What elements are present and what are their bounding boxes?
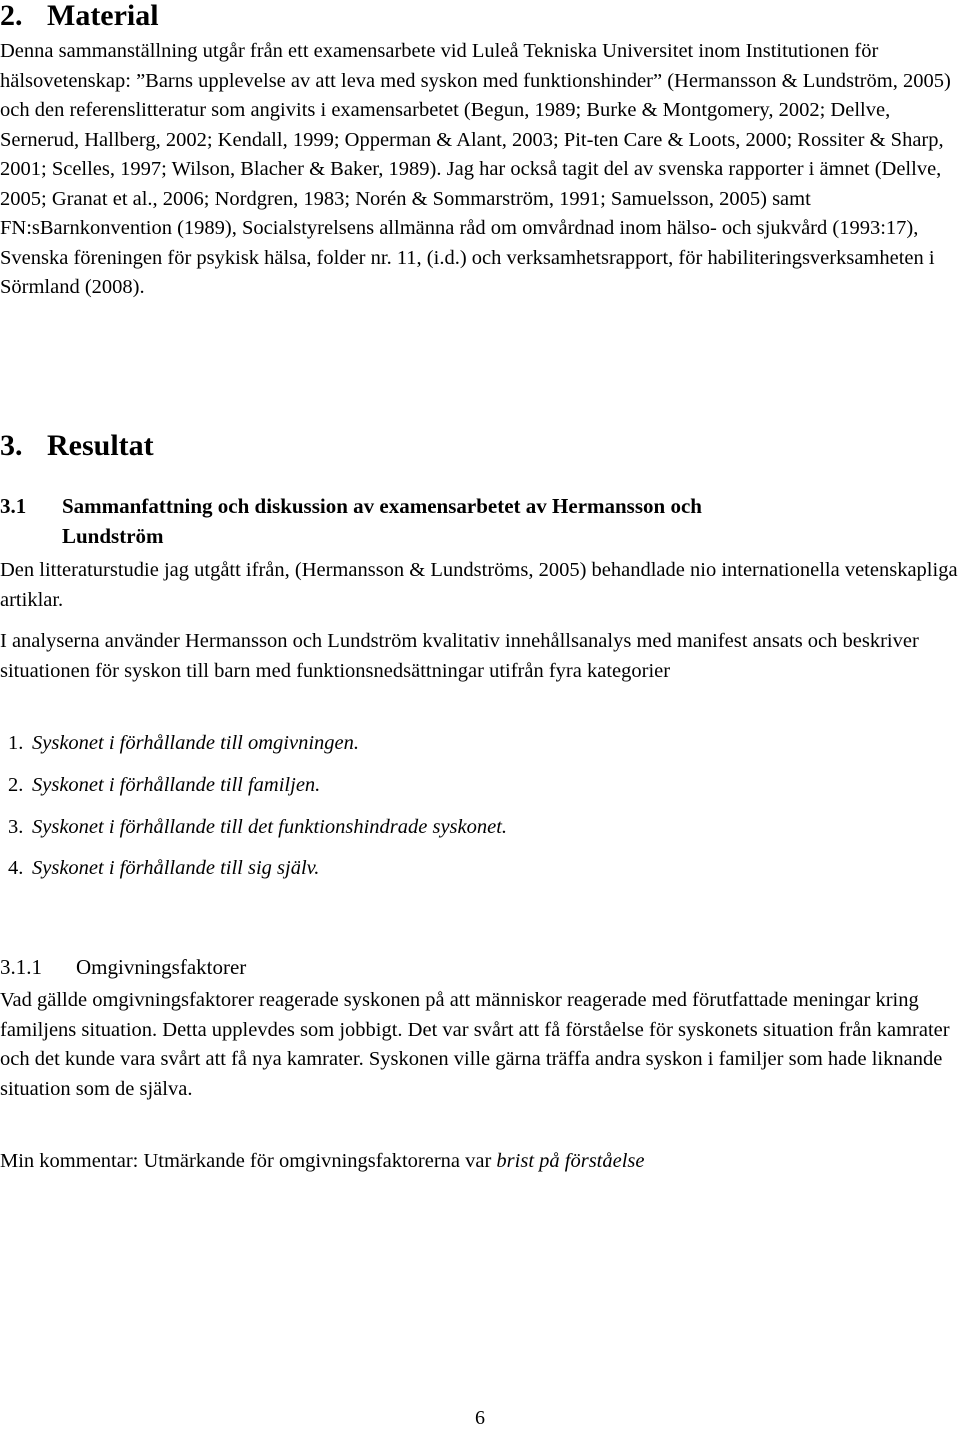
list-item-number: 4. bbox=[8, 857, 24, 879]
material-paragraph: Denna sammanställning utgår från ett examensarbete vid Luleå Tekniska Universitet inom Institutionen för hälsovetenskap: ”Barns upplevelse av att leva med syskon med funktionshinder” (Hermansson & Lundström, 2005) och den referenslitteratur som angivits i examensarbetet (Begun, 1989; Burke & Montgomery, 2002; Dellve, Sernerud, Hallberg, 2002; Kendall, 1999; Opperman & Alant, 2003; Pit-ten Care & Loots, 2000; Rossiter & Sharp, 2001; Scelles, 1997; Wilson, Blacher & Baker, 1989). Jag har också tagit del av svenska rapporter i ämnet (Dellve, 2005; Granat et al., 2006; Nordgren, 1983; Norén & Sommarström, 1991; Samuelsson, 2005) samt FN:sBarnkonvention (1989), Socialstyrelsens allmänna råd om omvårdnad inom hälso- och sjukvård (1993:17), Svenska föreningen för psykisk hälsa, folder nr. 11, (i.d.) och verksamhetsrapport, för habiliteringsverksamheten i Sörmland (2008). bbox=[0, 40, 951, 298]
heading-number: 3.1.1 bbox=[0, 955, 42, 979]
omgivningsfaktorer-paragraph: Vad gällde omgivningsfaktorer reagerade syskonen på att människor reagerade med förutfattade meningar kring familjens situation. Detta upplevdes som jobbigt. Det var svårt att få förståelse för syskonets situation från kamrater och det kunde vara svårt att få nya kamrater. Syskonen ville gärna träffa andra syskon i familjer som hade liknande situation som de själva. bbox=[0, 989, 950, 1100]
heading-title-line1: Sammanfattning och diskussion av examensarbetet av Hermansson och bbox=[62, 494, 702, 518]
heading-omgivningsfaktorer bbox=[0, 952, 246, 982]
list-item-text: Syskonet i förhållande till sig själv. bbox=[32, 857, 320, 879]
list-item bbox=[8, 854, 319, 882]
page-number: 6 bbox=[475, 1407, 485, 1429]
heading-number: 2. bbox=[0, 0, 23, 32]
heading-number: 3.1 bbox=[0, 494, 27, 518]
comment-emphasis: brist på förståelse bbox=[496, 1150, 645, 1172]
heading-title: Omgivningsfaktorer bbox=[76, 955, 247, 979]
sammanfattning-paragraph-2: I analyserna använder Hermansson och Lundström kvalitativ innehållsanalys med manifest ansats och beskriver situationen för syskon till barn med funktionsnedsättningar utifrån fyra kategorier bbox=[0, 630, 919, 682]
heading-title: Material bbox=[47, 0, 159, 32]
list-item bbox=[8, 771, 320, 799]
list-item-text: Syskonet i förhållande till omgivningen. bbox=[32, 732, 360, 754]
comment-text: Min kommentar: Utmärkande för omgivningsfaktorerna var bbox=[0, 1150, 497, 1172]
heading-title: Resultat bbox=[47, 429, 154, 462]
list-item-number: 3. bbox=[8, 816, 24, 838]
heading-title-line2: Lundström bbox=[62, 524, 164, 548]
heading-sammanfattning bbox=[0, 491, 958, 551]
list-item-text: Syskonet i förhållande till familjen. bbox=[32, 774, 321, 796]
list-item bbox=[8, 813, 507, 841]
heading-number: 3. bbox=[0, 429, 23, 462]
list-item bbox=[8, 729, 359, 757]
heading-resultat bbox=[0, 430, 154, 462]
sammanfattning-paragraph-1: Den litteraturstudie jag utgått ifrån, (Hermansson & Lundströms, 2005) behandlade nio internationella vetenskapliga artiklar. bbox=[0, 559, 958, 611]
list-item-number: 1. bbox=[8, 732, 24, 754]
heading-material bbox=[0, 0, 159, 32]
list-item-text: Syskonet i förhållande till det funktionshindrade syskonet. bbox=[32, 816, 508, 838]
list-item-number: 2. bbox=[8, 774, 24, 796]
comment-paragraph bbox=[0, 1147, 958, 1177]
